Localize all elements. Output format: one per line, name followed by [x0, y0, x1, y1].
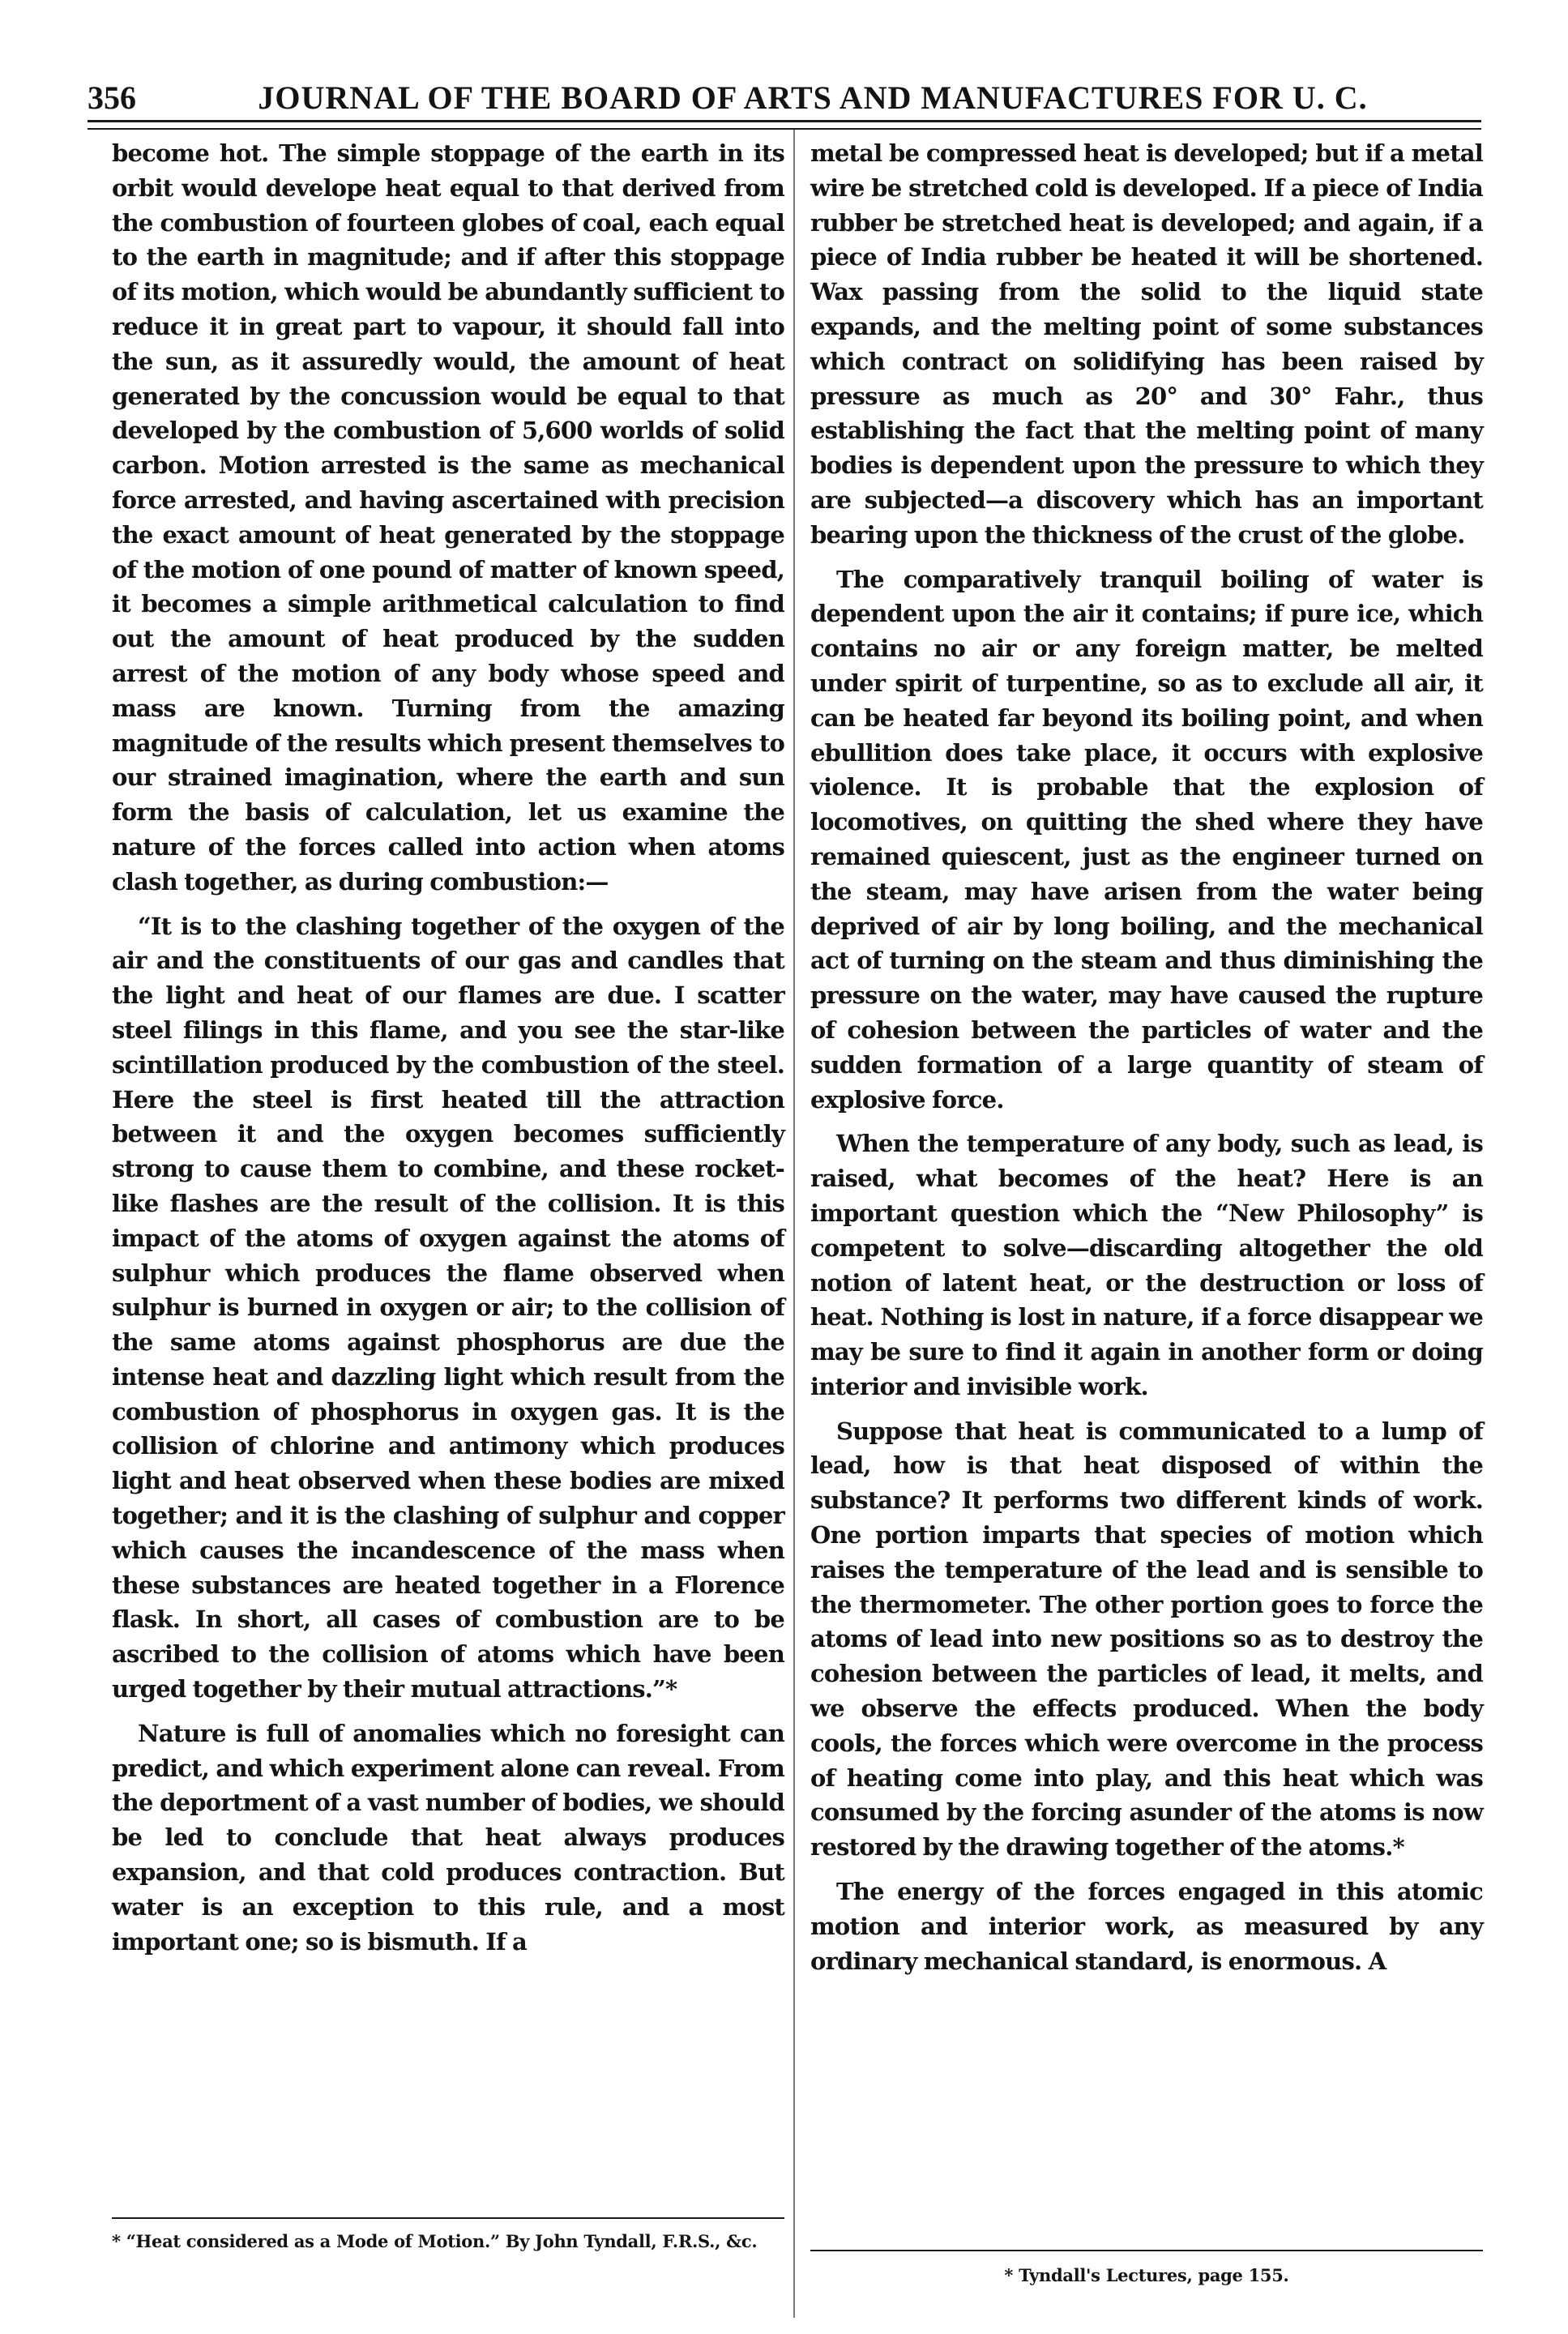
footnote-rule-right	[810, 2250, 1483, 2251]
header-rule	[88, 120, 1481, 130]
page-number: 356	[88, 79, 136, 116]
paragraph: The energy of the forces engaged in this atomic motion and interior work, as measured by any ordinary mechanical standard, is enormous. A	[810, 1878, 1483, 1975]
left-column	[112, 136, 784, 1959]
page-header	[88, 60, 1481, 117]
paragraph: metal be compressed heat is developed; but if a metal wire be stretched cold is developed. If a piece of India rubber be stretched heat is developed; and again, if a piece of India rubber be heated it will be shortened. Wax passing from the solid to the liquid state expands, and the melting point of some substances which contract on solidifying has been raised by pressure as much as 20° and 30° Fahr., thus establishing the fact that the melting point of many bodies is dependent upon the pressure to which they are subjected—a discovery which has an important bearing upon the thickness of the crust of the globe.	[810, 139, 1483, 549]
footnote-right: * Tyndall's Lectures, page 155.	[1004, 2265, 1289, 2285]
paragraph: When the temperature of any body, such as lead, is raised, what becomes of the heat? Here is an important question which the “New Philosophy” is competent to solve—discarding altogether the old notion of latent heat, or the destruction or loss of heat. Nothing is lost in nature, if a force disappear we may be sure to find it again in another form or doing interior and invisible work.	[810, 1130, 1483, 1400]
paragraph: “It is to the clashing together of the oxygen of the air and the constituents of our gas and candles that the light and heat of our flames are due. I scatter steel filings in this flame, and you see the star-like scintillation produced by the combustion of the steel. Here the steel is first heated till the attraction between it and the oxygen becomes sufficiently strong to cause them to combine, and these rocket-like flashes are the result of the collision. It is this impact of the atoms of oxygen against the atoms of sulphur which produces the flame observed when sulphur is burned in oxygen or air; to the collision of the same atoms against phosphorus are due the intense heat and dazzling light which result from the combustion of phosphorus in oxygen gas. It is the collision of chlorine and antimony which produces light and heat observed when these bodies are mixed together; and it is the clashing of sulphur and copper which causes the incandescence of the mass when these substances are heated together in a Florence flask. In short, all cases of combustion are to be ascribed to the collision of atoms which have been urged together by their mutual attractions.”*	[112, 912, 784, 1703]
paragraph: become hot. The simple stoppage of the earth in its orbit would develope heat equal to that derived from the combustion of fourteen globes of coal, each equal to the earth in magnitude; and if after this stoppage of its motion, which would be abundantly sufficient to reduce it in great part to vapour, it should fall into the sun, as it assuredly would, the amount of heat generated by the concussion would be equal to that developed by the combustion of 5,600 worlds of solid carbon. Motion arrested is the same as mechanical force arrested, and having ascertained with precision the exact amount of heat generated by the stoppage of the motion of one pound of matter of known speed, it becomes a simple arithmetical calculation to find out the amount of heat produced by the sudden arrest of the motion of any body whose speed and mass are known. Turning from the amazing magnitude of the results which present themselves to our strained imagination, where the earth and sun form the basis of calculation, let us examine the nature of the forces called into action when atoms clash together, as during combustion:—	[112, 139, 784, 896]
footnote-left: * “Heat considered as a Mode of Motion.” By John Tyndall, F.R.S., &c.	[112, 2231, 758, 2251]
paragraph: Nature is full of anomalies which no foresight can predict, and which experiment alone can reveal. From the deportment of a vast number of bodies, we should be led to conclude that heat always produces expansion, and that cold produces contraction. But water is an exception to this rule, and a most important one; so is bismuth. If a	[112, 1719, 784, 1956]
column-divider	[793, 130, 795, 2318]
paragraph: The comparatively tranquil boiling of water is dependent upon the air it contains; if pure ice, which contains no air or any foreign matter, be melted under spirit of turpentine, so as to exclude all air, it can be heated far beyond its boiling point, and when ebullition does take place, it occurs with explosive violence. It is probable that the explosion of locomotives, on quitting the shed where they have remained quiescent, just as the engineer turned on the steam, may have arisen from the water being deprived of air by long boiling, and the mechanical act of turning on the steam and thus diminishing the pressure on the water, may have caused the rupture of cohesion between the particles of water and the sudden formation of a large quantity of steam of explosive force.	[810, 565, 1483, 1114]
footnote-rule-left	[112, 2217, 784, 2219]
right-column	[810, 136, 1483, 1978]
paragraph: Suppose that heat is communicated to a lump of lead, how is that heat disposed of within the substance? It performs two different kinds of work. One portion imparts that species of motion which raises the temperature of the lead and is sensible to the thermometer. The other portion goes to force the atoms of lead into new positions so as to destroy the cohesion between the particles of lead, it melts, and we observe the effects produced. When the body cools, the forces which were overcome in the process of heating come into play, and this heat which was consumed by the forcing asunder of the atoms is now restored by the drawing together of the atoms.*	[810, 1417, 1483, 1862]
running-head: JOURNAL OF THE BOARD OF ARTS AND MANUFACTURES FOR U. C.	[258, 79, 1368, 116]
